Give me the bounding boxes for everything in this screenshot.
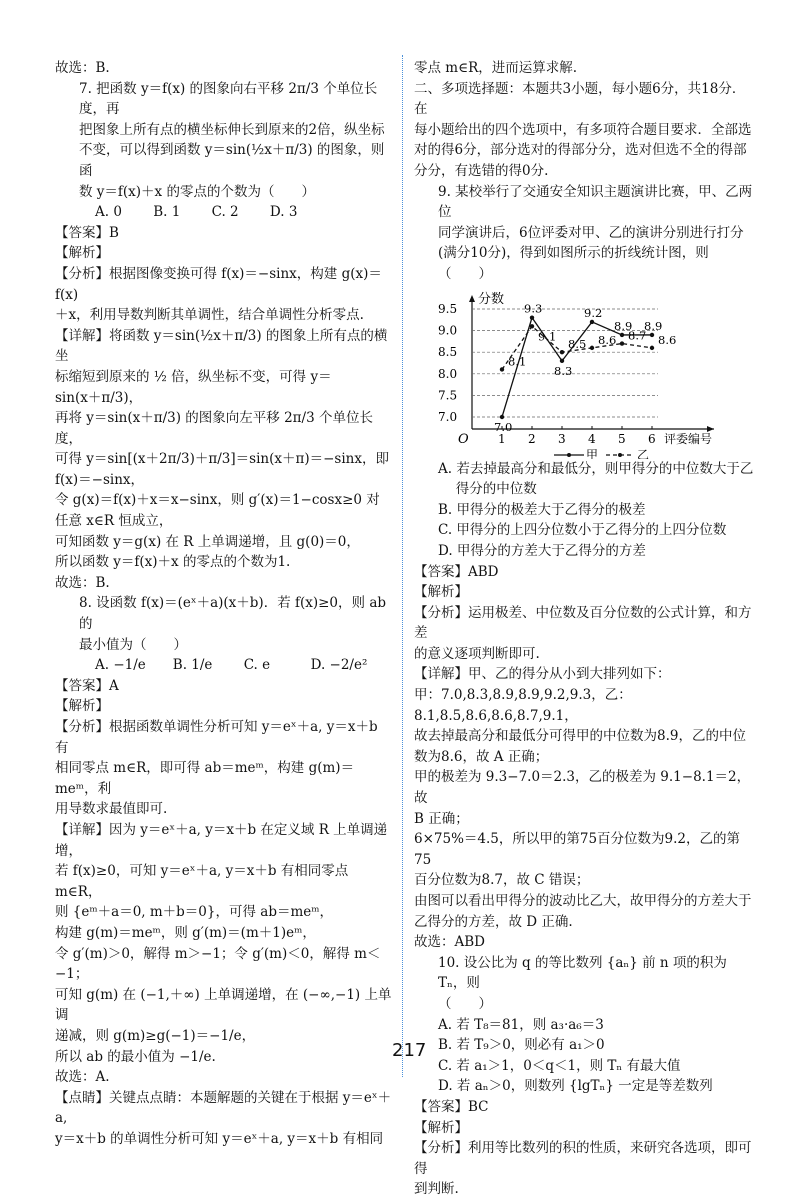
text-line: 【答案】B <box>55 224 119 241</box>
text-line: 9. 某校举行了交通安全知识主题演讲比赛，甲、乙两位 <box>438 183 753 221</box>
text-line: 乙得分的方差，故 D 正确. <box>414 913 573 930</box>
text-line: 把图象上所有点的横坐标伸长到原来的2倍，纵坐标 <box>79 121 385 138</box>
text-line: B 正确； <box>414 810 469 827</box>
data-label: 8.7 <box>628 328 647 343</box>
text-line: D. 若 aₙ＞0，则数列 {lgTₙ} 一定是等差数列 <box>438 1078 713 1095</box>
question-9-intro <box>414 58 754 285</box>
y-tick-label: 8.5 <box>438 344 458 359</box>
text-line: 【详解】将函数 y＝sin(½x＋π/3) 的图象上所有点的横坐 <box>55 327 388 365</box>
text-line: 所以函数 y＝f(x)＋x 的零点的个数为1. <box>55 554 291 571</box>
text-line: 构建 g(m)＝meᵐ，则 g′(m)＝(m＋1)eᵐ， <box>55 924 316 941</box>
text-line: 【分析】根据函数单调性分析可知 y＝eˣ＋a, y＝x＋b 有 <box>55 719 378 756</box>
data-point <box>650 345 654 349</box>
text-line: 8. 设函数 f(x)＝(eˣ＋a)(x＋b)．若 f(x)≥0，则 ab 的 <box>79 595 387 633</box>
text-line: y＝x＋b 的单调性分析可知 y＝eˣ＋a, y＝x＋b 有相同 <box>55 1130 384 1147</box>
text-line: 【解析】 <box>414 584 468 601</box>
text-line: 每小题给出的四个选项中，有多项符合题目要求．全部选 <box>414 121 752 138</box>
text-line: 任意 x∈R 恒成立， <box>55 513 173 530</box>
text-line: (满分10分)，得到如图所示的折线统计图，则（ ） <box>438 245 709 282</box>
text-line: 【点睛】关键点点睛：本题解题的关键在于根据 y＝eˣ＋a, <box>55 1089 392 1127</box>
text-line: 分分，有选错的得0分. <box>414 162 549 179</box>
data-point <box>620 341 624 345</box>
data-point <box>590 345 594 349</box>
text-line: 用导数求最值即可. <box>55 801 168 818</box>
text-line: C. 甲得分的上四分位数小于乙得分的上四分位数 <box>438 522 727 539</box>
text-line: 【解析】 <box>55 245 109 262</box>
text-line: 令 g′(m)＞0，解得 m＞−1；令 g′(m)＜0，解得 m＜−1； <box>55 945 381 983</box>
y-tick-label: 8.0 <box>438 366 458 381</box>
text-line: A. 0 B. 1 C. 2 D. 3 <box>95 204 298 221</box>
text-line: 6×75%＝4.5，所以甲的第75百分位数为9.2，乙的第75 <box>414 831 741 868</box>
data-point <box>530 315 534 319</box>
text-line: 【分析】运用极差、中位数及百分位数的公式计算，和方差 <box>414 604 752 642</box>
text-line: 若 f(x)≥0，可知 y＝eˣ＋a, y＝x＋b 有相同零点 m∈R， <box>55 863 349 900</box>
data-label: 8.3 <box>554 363 573 378</box>
data-label: 8.6 <box>658 332 677 347</box>
text-line: 到判断. <box>414 1181 459 1198</box>
text-line: 百分位数为8.7，故 C 错误； <box>414 872 590 889</box>
legend-label-jia: 甲 <box>586 447 599 459</box>
text-line: 【分析】根据图像变换可得 f(x)＝−sinx，构建 g(x)＝f(x) <box>55 265 382 303</box>
data-point <box>500 414 504 418</box>
text-line: 可知函数 y＝g(x) 在 R 上单调递增，且 g(0)＝0， <box>55 533 360 550</box>
data-label: 8.9 <box>644 318 663 333</box>
legend-label-yi: 乙 <box>637 447 650 459</box>
x-tick-label: 1 <box>498 431 506 446</box>
text-line: 数为8.6，故 A 正确； <box>414 748 549 765</box>
text-line: C. 若 a₁＞1，0＜q＜1，则 Tₙ 有最大值 <box>438 1057 681 1074</box>
text-line: ＋x，利用导数判断其单调性，结合单调性分析零点. <box>55 307 364 324</box>
legend-marker <box>618 453 622 457</box>
data-label: 9.3 <box>524 301 543 316</box>
data-point <box>530 324 534 328</box>
data-label: 8.9 <box>614 318 633 333</box>
data-point <box>560 358 564 362</box>
text-line: 标缩短到原来的 ½ 倍，纵坐标不变，可得 y＝ <box>55 368 332 385</box>
text-line: 【解析】 <box>55 698 109 715</box>
legend-marker <box>567 453 571 457</box>
text-line: D. 甲得分的方差大于乙得分的方差 <box>438 542 646 559</box>
text-line: 故选：B. <box>55 60 110 76</box>
text-line: 得分的中位数 <box>438 481 537 498</box>
text-line: 【答案】BC <box>414 1098 489 1115</box>
page-number: 217 <box>392 1040 427 1061</box>
left-column <box>55 58 395 1149</box>
x-tick-label: 4 <box>588 431 596 446</box>
data-point <box>620 332 624 336</box>
text-line: 不变，可以得到函数 y＝sin(½x＋π/3) 的图象，则函 <box>79 142 385 179</box>
y-tick-label: 9.0 <box>438 323 458 338</box>
data-label: 9.1 <box>538 328 557 343</box>
x-tick-label: 3 <box>558 431 566 446</box>
text-line: 同学演讲后，6位评委对甲、乙的演讲分别进行打分 <box>438 224 744 241</box>
text-line: 7. 把函数 y＝f(x) 的图象向右平移 2π/3 个单位长度，再 <box>79 80 378 118</box>
text-line: 则 {eᵐ＋a＝0, m＋b＝0}，可得 ab＝meᵐ， <box>55 904 334 921</box>
text-line: 【分析】利用等比数列的积的性质，来研究各选项，即可得 <box>414 1140 752 1177</box>
text-line: 的意义逐项判断即可. <box>414 645 540 662</box>
text-line: 甲的极差为 9.3−7.0＝2.3，乙的极差为 9.1−8.1＝2，故 <box>414 769 751 807</box>
text-line: A. −1/e B. 1/e C. e D. −2/e² <box>95 657 368 674</box>
data-label: 7.0 <box>494 419 513 434</box>
data-label: 9.2 <box>584 305 603 320</box>
data-point <box>560 350 564 354</box>
text-line: 故去掉最高分和最低分可得甲的中位数为8.9，乙的中位 <box>414 728 746 745</box>
text-line: 10. 设公比为 q 的等比数列 {aₙ} 前 n 项的积为 Tₙ，则 <box>438 954 727 992</box>
x-tick-label: 2 <box>528 431 536 446</box>
text-line: 所以 ab 的最小值为 −1/e. <box>55 1048 216 1065</box>
text-line: B. 若 T₉＞0，则必有 a₁＞0 <box>438 1037 605 1054</box>
line-chart <box>434 289 734 459</box>
text-line: 相同零点 m∈R，即可得 ab＝meᵐ，构建 g(m)＝meᵐ，利 <box>55 760 355 797</box>
x-tick-label: 5 <box>618 431 626 446</box>
text-line: 对的得6分，部分选对的得部分分，选对但选不全的得部 <box>414 142 747 159</box>
text-line: 故选：A. <box>55 1069 110 1086</box>
y-tick-label: 7.5 <box>438 387 458 402</box>
text-line: 【答案】A <box>55 677 119 694</box>
y-axis-label: 分数 <box>478 291 505 307</box>
text-line: 数 y＝f(x)＋x 的零点的个数为（ ） <box>79 183 315 200</box>
x-axis-label: 评委编号 <box>664 431 713 446</box>
text-line: B. 甲得分的极差大于乙得分的极差 <box>438 501 646 518</box>
text-line: 令 g(x)＝f(x)＋x＝x−sinx，则 g′(x)＝1−cosx≥0 对 <box>55 492 380 509</box>
text-line: sin(x＋π/3)， <box>55 389 143 406</box>
y-tick-label: 9.5 <box>438 301 458 316</box>
text-line: 甲：7.0,8.3,8.9,8.9,9.2,9.3，乙：8.1,8.5,8.6,8.6,8.7,9.1， <box>414 687 632 724</box>
text-line: A. 若 T₈＝81，则 a₃·a₆＝3 <box>438 1016 604 1033</box>
text-line: 递减，则 g(m)≥g(−1)＝−1/e， <box>55 1027 256 1044</box>
text-line: 零点 m∈R，进而运算求解. <box>414 60 578 76</box>
text-line: 再将 y＝sin(x＋π/3) 的图象向左平移 2π/3 个单位长度， <box>55 410 373 447</box>
question-9-options <box>414 459 754 1200</box>
text-line: f(x)＝−sinx， <box>55 471 145 488</box>
text-line: 【答案】ABD <box>414 563 499 580</box>
y-axis-arrow <box>469 295 475 302</box>
text-line: 可得 y＝sin[(x＋2π/3)＋π/3]＝sin(x＋π)＝−sinx，即 <box>55 451 389 468</box>
data-label: 8.6 <box>598 332 617 347</box>
data-label: 8.5 <box>568 336 587 351</box>
right-column <box>414 58 754 1200</box>
text-line: 故选：B. <box>55 574 110 591</box>
text-line: 【解析】 <box>414 1119 468 1136</box>
text-line: （ ） <box>438 995 492 1012</box>
text-line: 二、多项选择题：本题共3小题，每小题6分，共18分．在 <box>414 80 746 118</box>
column-divider <box>402 55 403 1077</box>
text-line: 故选：ABD <box>414 934 485 951</box>
text-line: 由图可以看出甲得分的波动比乙大，故甲得分的方差大于 <box>414 893 752 909</box>
origin-label: O <box>458 431 469 447</box>
text-line: 【详解】因为 y＝eˣ＋a, y＝x＋b 在定义域 R 上单调递增， <box>55 821 388 859</box>
text-line: 【详解】甲、乙的得分从小到大排列如下： <box>414 666 671 683</box>
text-line: 最小值为（ ） <box>79 636 187 653</box>
y-tick-label: 7.0 <box>438 409 458 424</box>
text-line: A. 若去掉最高分和最低分，则甲得分的中位数大于乙 <box>438 460 754 477</box>
x-tick-label: 6 <box>648 431 656 446</box>
data-label: 8.1 <box>508 354 527 369</box>
data-point <box>650 332 654 336</box>
data-point <box>500 367 504 371</box>
data-point <box>590 319 594 323</box>
text-line: 可知 g(m) 在 (−1,＋∞) 上单调递增，在 (−∞,−1) 上单调 <box>55 986 392 1024</box>
